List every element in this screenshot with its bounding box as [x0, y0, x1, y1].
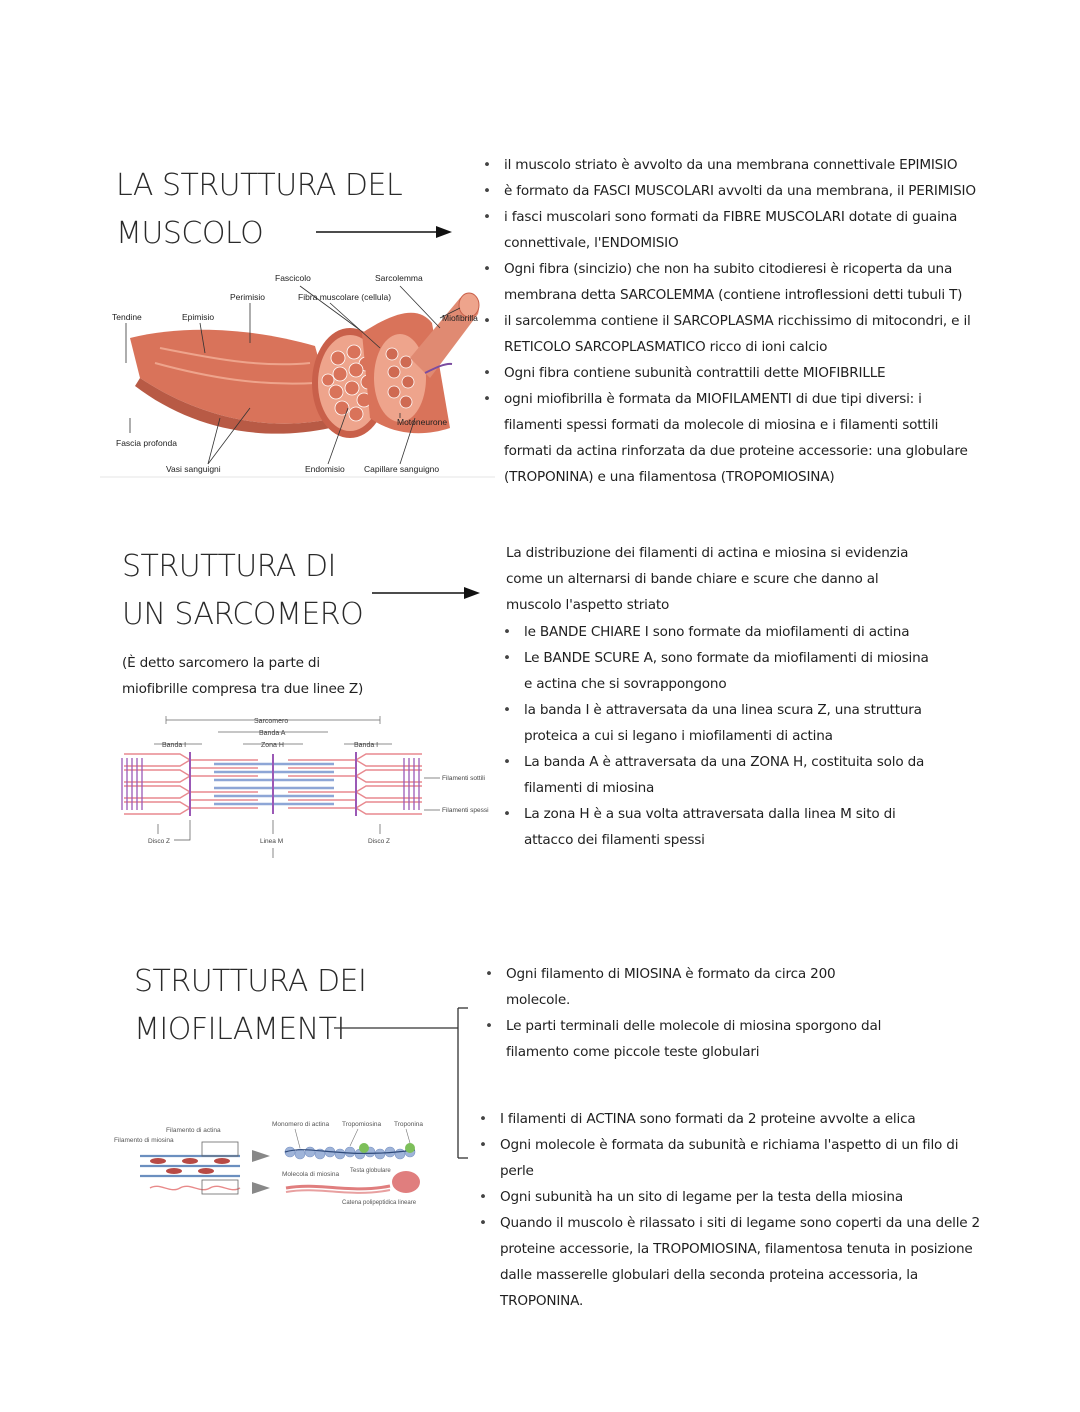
- section3-bullets-bottom: [476, 1106, 996, 1314]
- list-item: • La zona H è a sua volta attraversata dalla linea M sito di attacco dei filamenti spessi: [500, 801, 930, 853]
- label-filamento-actina: Filamento di actina: [166, 1127, 221, 1134]
- label-filamento-miosina: Filamento di miosina: [114, 1137, 174, 1144]
- list-item: • Ogni filamento di MIOSINA è formato da circa 200 molecole.: [482, 961, 902, 1013]
- label-tropomiosina: Tropomiosina: [342, 1121, 382, 1128]
- section1-title: LA STRUTTURA DEL MUSCOLO: [116, 168, 403, 251]
- list-item: • la banda I è attraversata da una linea scura Z, una struttura proteica a cui si legano i miofilamenti di actina: [500, 697, 930, 749]
- label-disco-z-left: Disco Z: [148, 838, 171, 845]
- list-item: • Ogni molecole è formata da subunità e richiama l'aspetto di un filo di perle: [476, 1132, 996, 1184]
- list-item: • Le parti terminali delle molecole di miosina sporgono dal filamento come piccole teste globulari: [482, 1013, 902, 1065]
- list-item: • Le BANDE SCURE A, sono formate da miofilamenti di miosina e actina che si sovrappongono: [500, 645, 930, 697]
- sarcomere-figure: [118, 712, 498, 860]
- label-catena: Catena polipeptidica lineare: [342, 1200, 417, 1206]
- label-banda-i-left: Banda I: [162, 742, 187, 749]
- sarcomere-caption: (È detto sarcomero la parte di miofibrille compresa tra due linee Z): [122, 655, 364, 697]
- label-sarcomero: Sarcomero: [254, 718, 289, 725]
- section2-arrow: [372, 583, 484, 603]
- label-fibra: Fibra muscolare (cellula): [298, 292, 392, 302]
- label-banda-i-right: Banda I: [354, 742, 379, 749]
- label-banda-a: Banda A: [259, 730, 286, 737]
- list-item: • i fasci muscolari sono formati da FIBRE MUSCOLARI dotate di guaina connettivale, l'ENDOMISIO: [480, 204, 980, 256]
- label-endomisio: Endomisio: [305, 464, 345, 474]
- list-item: • Quando il muscolo è rilassato i siti di legame sono coperti da una delle 2 proteine accessorie, la TROPOMIOSINA, filamentosa tenuta in posizione dalle masserelle globulari della seconda proteina accessoria, la TROPONINA.: [476, 1210, 996, 1314]
- label-vasi: Vasi sanguigni: [166, 464, 221, 474]
- list-item: • è formato da FASCI MUSCOLARI avvolti da una membrana, il PERIMISIO: [480, 178, 980, 204]
- label-fascia: Fascia profonda: [116, 438, 177, 448]
- list-item: • ogni miofibrilla è formata da MIOFILAMENTI di due tipi diversi: i filamenti spessi formati da molecole di miosina e i filamenti sottili formati da actina rinforzata da due proteine accessorie: una globulare (TROPONINA) e una filamentosa (TROPOMIOSINA): [480, 386, 980, 490]
- label-disco-z-right: Disco Z: [368, 838, 391, 845]
- list-item: • le BANDE CHIARE I sono formate da miofilamenti di actina: [500, 619, 930, 645]
- label-testa-globulare: Testa globulare: [350, 1168, 391, 1174]
- label-perimisio: Perimisio: [230, 292, 265, 302]
- label-monomero-actina: Monomero di actina: [272, 1121, 330, 1128]
- label-miofibrilla: Miofibrilla: [442, 313, 478, 323]
- label-zona-h: Zona H: [261, 742, 284, 749]
- list-item: • I filamenti di ACTINA sono formati da 2 proteine avvolte a elica: [476, 1106, 996, 1132]
- section1-bullets: [480, 152, 980, 490]
- label-capillare: Capillare sanguigno: [364, 464, 440, 474]
- list-item: • Ogni fibra (sincizio) che non ha subito citodieresi è ricoperta da una membrana detta SARCOLEMMA (contiene introflessioni detti tubuli T): [480, 256, 980, 308]
- label-molecola-miosina: Molecola di miosina: [282, 1171, 340, 1178]
- label-fascicolo: Fascicolo: [275, 273, 311, 283]
- muscle-belly: [130, 330, 335, 424]
- section3-bullets-top: [482, 961, 902, 1065]
- section3-title: STRUTTURA DEI MIOFILAMENTI: [134, 964, 367, 1047]
- list-item: • il sarcolemma contiene il SARCOPLASMA ricchissimo di mitocondri, e il RETICOLO SARCOPLASMATICO ricco di ioni calcio: [480, 308, 980, 360]
- label-tendine: Tendine: [112, 312, 142, 322]
- section2-bullets: [500, 619, 930, 853]
- label-filamenti-spessi: Filamenti spessi: [442, 807, 489, 814]
- label-filamenti-sottili: Filamenti sottili: [442, 775, 485, 782]
- list-item: • Ogni fibra contiene subunità contrattili dette MIOFIBRILLE: [480, 360, 980, 386]
- label-sarcolemma: Sarcolemma: [375, 273, 423, 283]
- sarcomere-intro: La distribuzione dei filamenti di actina e miosina si evidenzia come un alternarsi di bande chiare e scure che danno al muscolo l'aspetto striato: [506, 545, 909, 613]
- label-motoneurone: Motoneurone: [397, 417, 448, 427]
- list-item: • La banda A è attraversata da una ZONA H, costituita solo da filamenti di miosina: [500, 749, 930, 801]
- section2-title: STRUTTURA DI UN SARCOMERO: [122, 549, 364, 632]
- label-linea-m: Linea M: [260, 838, 284, 845]
- section1-arrow: [316, 222, 456, 242]
- myofilament-figure: [110, 1112, 440, 1217]
- muscle-structure-figure: [100, 268, 495, 480]
- list-item: • Ogni subunità ha un sito di legame per la testa della miosina: [476, 1184, 996, 1210]
- list-item: • il muscolo striato è avvolto da una membrana connettivale EPIMISIO: [480, 152, 980, 178]
- label-troponina: Troponina: [394, 1121, 424, 1128]
- label-epimisio: Epimisio: [182, 312, 215, 322]
